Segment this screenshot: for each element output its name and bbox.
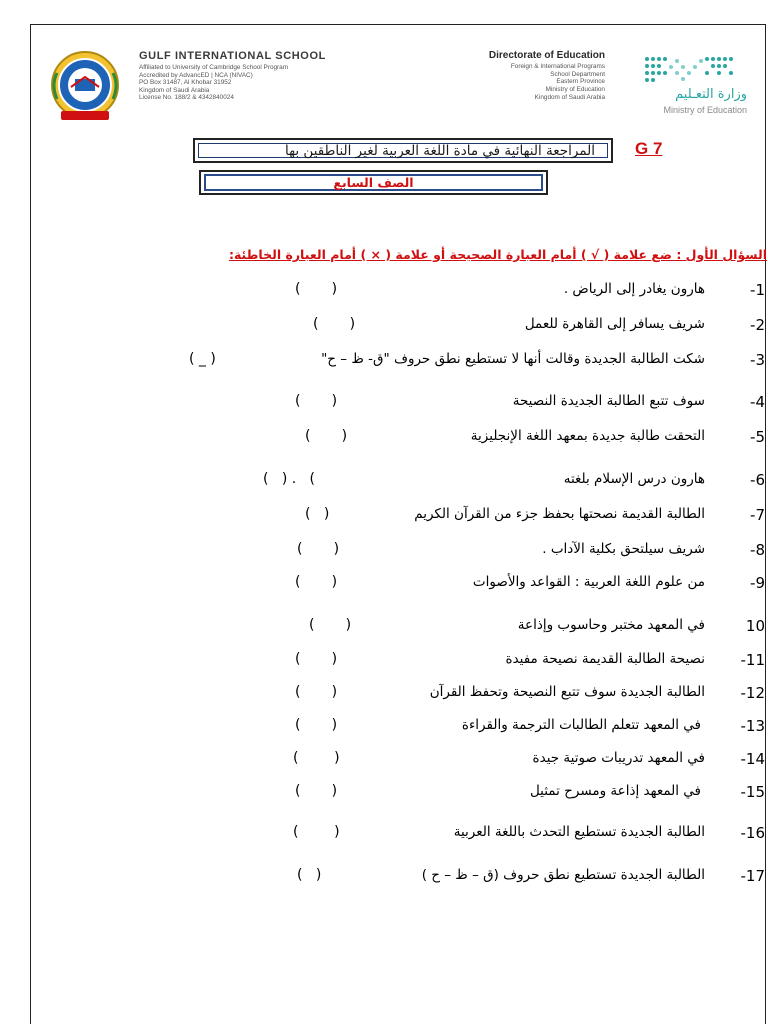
item-number: -6 [750,471,765,489]
page-title: المراجعة النهائية في مادة اللغة العربية لغير الناطقين بها [198,143,608,158]
item-number: 10 [745,617,765,635]
item-statement: في المعهد إذاعة ومسرح تمثيل [529,783,701,799]
ministry-arabic-name: وزارة التعـليم [675,87,747,102]
answer-blank[interactable]: ( ) [293,824,340,840]
answer-blank[interactable]: ( ) [295,574,338,590]
answer-blank[interactable]: ( ) [293,750,340,766]
item-number: -4 [750,393,765,411]
school-license: License No. 188/2 & 4342840024 [139,94,234,102]
title-box [193,138,613,163]
answer-blank[interactable]: ( ) [295,393,338,409]
directorate-line: Kingdom of Saudi Arabia [534,93,605,101]
item-number: -8 [750,541,765,559]
list-item [29,506,765,526]
item-statement: في المعهد تدريبات صوتية جيدة [532,750,705,766]
school-name: GULF INTERNATIONAL SCHOOL [139,50,326,62]
directorate-line: Foreign & International Programs [510,63,605,70]
list-item [29,783,765,803]
ministry-dots-icon [637,53,747,87]
item-statement: التحقت طالبة جديدة بمعهد اللغة الإنجليزية [470,428,705,444]
question-heading: السؤال الأول : ضع علامة ( √ ) أمام العبارة الصحيحة أو علامة ( × ) أمام العبارة الخاطئة: [228,247,767,262]
item-statement: في المعهد تتعلم الطالبات الترجمة والقراءة [461,717,701,733]
item-statement: شريف يسافر إلى القاهرة للعمل [524,316,705,332]
directorate-line: Ministry of Education [545,86,605,94]
answer-blank[interactable]: ( ) [295,717,338,733]
school-country: Kingdom of Saudi Arabia [139,86,210,94]
item-statement: الطالبة الجديدة سوف تتبع النصيحة وتحفظ القرآن [429,684,705,700]
item-statement: هارون يغادر إلى الرياض . [563,281,705,297]
grade-label: G 7 [635,139,663,158]
class-box [199,170,548,195]
item-statement: هارون درس الإسلام بلغته [563,471,705,487]
item-statement: في المعهد مختبر وحاسوب وإذاعة [517,617,705,633]
list-item [29,717,765,737]
answer-blank[interactable]: ( ) [295,783,338,799]
item-statement: نصيحة الطالبة القديمة نصيحة مفيدة [505,651,705,667]
list-item [29,867,765,887]
item-statement: شكت الطالبة الجديدة وقالت أنها لا تستطيع نطق حروف "ق- ظ – ح" [321,351,705,367]
answer-blank[interactable]: ( ) . ( [263,471,315,487]
item-number: -11 [740,651,765,669]
class-name: الصف السابع [204,174,543,191]
item-statement: الطالبة القديمة نصحتها بحفظ جزء من القرآن الكريم [414,506,705,522]
item-statement: شريف سيلتحق بكلية الآداب . [542,541,705,557]
list-item [29,651,765,671]
item-number: -15 [740,783,765,801]
directorate-title: Directorate of Education [488,50,605,61]
answer-blank[interactable]: ( _ ) [189,351,216,367]
ministry-logo [637,53,747,123]
list-item [29,428,765,448]
item-number: -3 [750,351,765,369]
page-frame [30,24,766,1024]
school-accreditation: Accredited by AdvancED | NCA (NIVAC) [139,71,253,79]
list-item [29,574,765,594]
answer-blank[interactable]: ( ) [305,428,348,444]
item-number: -16 [740,824,765,842]
list-item [29,393,765,413]
header [31,25,767,135]
item-number: -9 [750,574,765,592]
answer-blank[interactable]: ( ) [305,506,330,522]
item-statement: الطالبة الجديدة تستطيع التحدث باللغة العربية [453,824,705,840]
answer-blank[interactable]: ( ) [297,541,340,557]
list-item [29,617,765,637]
ministry-english-name: Ministry of Education [663,105,747,115]
list-item [29,281,765,301]
list-item [29,351,765,371]
school-info [139,51,399,103]
school-affiliation: Affiliated to University of Cambridge School Program [139,64,289,71]
item-statement: من علوم اللغة العربية : القواعد والأصوات [472,574,705,590]
answer-blank[interactable]: ( ) [297,867,322,883]
answer-blank[interactable]: ( ) [295,684,338,700]
item-number: -7 [750,506,765,524]
item-number: -1 [750,281,765,299]
list-item [29,541,765,561]
list-item [29,750,765,770]
list-item [29,824,765,844]
school-po-box: PO Box 31487, Al Khobar 31952 [139,79,232,87]
list-item [29,684,765,704]
list-item [29,471,765,491]
answer-blank[interactable]: ( ) [309,617,352,633]
item-number: -17 [740,867,765,885]
item-statement: الطالبة الجديدة تستطيع نطق حروف (ق – ظ – ح ) [421,867,705,883]
directorate-line: School Department [550,70,605,78]
item-statement: سوف تتبع الطالبة الجديدة النصيحة [512,393,705,409]
directorate-line: Eastern Province [556,78,605,86]
item-number: -5 [750,428,765,446]
answer-blank[interactable]: ( ) [313,316,356,332]
school-logo-icon [47,49,123,125]
answer-blank[interactable]: ( ) [295,281,338,297]
list-item [29,316,765,336]
directorate-info [435,51,605,103]
item-number: -2 [750,316,765,334]
item-number: -13 [740,717,765,735]
answer-blank[interactable]: ( ) [295,651,338,667]
item-number: -12 [740,684,765,702]
item-number: -14 [740,750,765,768]
